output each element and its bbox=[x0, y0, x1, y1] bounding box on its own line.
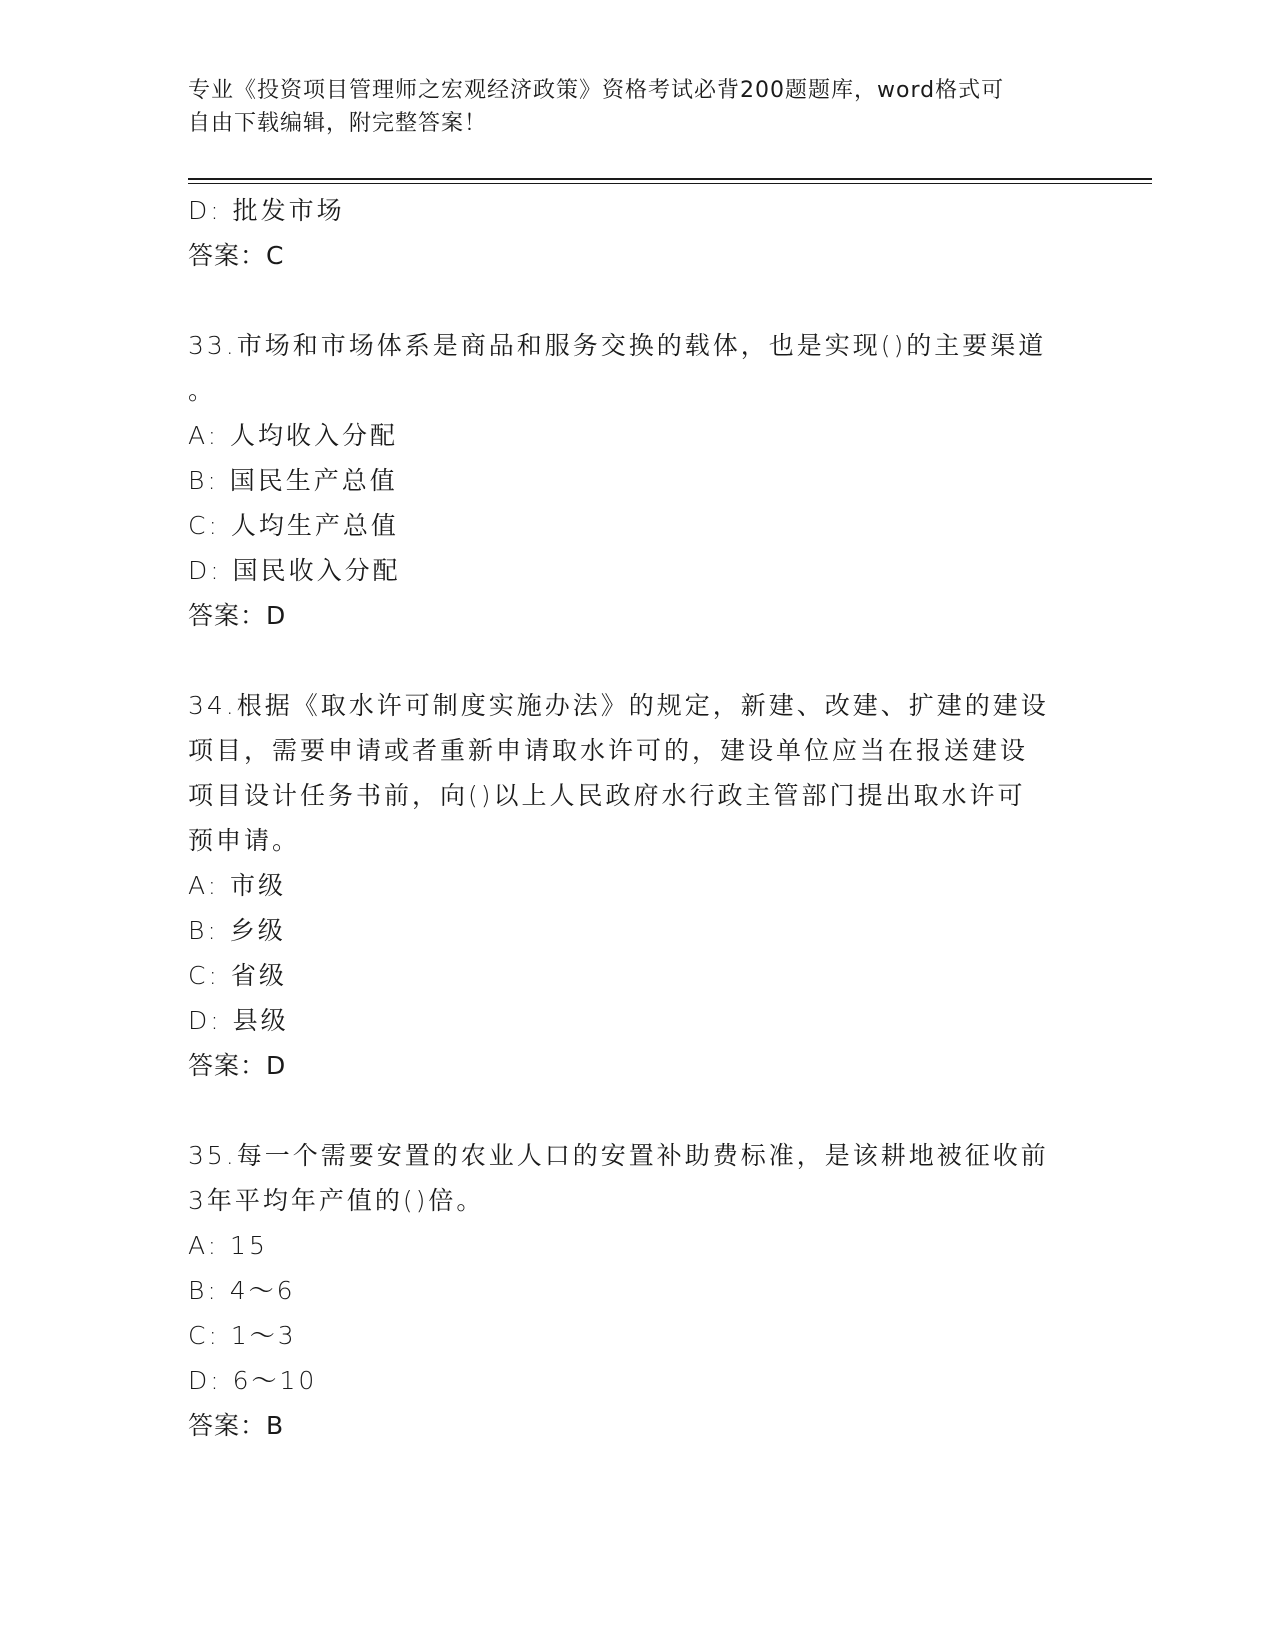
page-header bbox=[188, 74, 1068, 140]
spacer bbox=[188, 1088, 1088, 1133]
question-33-text-line-2: 。 bbox=[188, 376, 217, 405]
question-34-option-a: A: 市级 bbox=[188, 871, 287, 900]
question-34-option-d: D: 县级 bbox=[188, 1006, 289, 1035]
spacer bbox=[188, 278, 1088, 323]
question-33-text-line-1: 33.市场和市场体系是商品和服务交换的载体，也是实现()的主要渠道 bbox=[188, 331, 1047, 360]
question-34-text-line-4: 预申请。 bbox=[188, 826, 301, 855]
question-34-option-b: B: 乡级 bbox=[188, 916, 286, 945]
prev-answer: 答案：C bbox=[188, 241, 285, 270]
question-34-answer: 答案：D bbox=[188, 1051, 287, 1080]
question-34-text-line-3: 项目设计任务书前，向()以上人民政府水行政主管部门提出取水许可 bbox=[188, 781, 1026, 810]
question-35-answer: 答案：B bbox=[188, 1411, 285, 1440]
question-35-option-c: C: 1～3 bbox=[188, 1321, 297, 1350]
question-35-text-line-2: 3年平均年产值的()倍。 bbox=[188, 1186, 485, 1215]
header-line-1: 专业《投资项目管理师之宏观经济政策》资格考试必背200题题库，word格式可 bbox=[188, 78, 1005, 103]
question-33-option-a: A: 人均收入分配 bbox=[188, 421, 399, 450]
header-rule-thin bbox=[188, 183, 1152, 184]
question-list bbox=[188, 188, 1088, 1448]
question-34 bbox=[188, 683, 1088, 1088]
question-34-option-c: C: 省级 bbox=[188, 961, 287, 990]
question-33-option-d: D: 国民收入分配 bbox=[188, 556, 401, 585]
question-34-text-line-1: 34.根据《取水许可制度实施办法》的规定，新建、改建、扩建的建设 bbox=[188, 691, 1049, 720]
question-33-option-c: C: 人均生产总值 bbox=[188, 511, 399, 540]
question-33 bbox=[188, 323, 1088, 638]
question-33-option-b: B: 国民生产总值 bbox=[188, 466, 398, 495]
question-35-option-d: D: 6～10 bbox=[188, 1366, 318, 1395]
prev-option-d: D: 批发市场 bbox=[188, 196, 345, 225]
question-35-option-b: B: 4～6 bbox=[188, 1276, 296, 1305]
header-line-2: 自由下载编辑，附完整答案！ bbox=[188, 111, 488, 136]
question-34-text-line-2: 项目，需要申请或者重新申请取水许可的，建设单位应当在报送建设 bbox=[188, 736, 1029, 765]
question-35-option-a: A: 15 bbox=[188, 1231, 268, 1260]
header-rule-thick bbox=[188, 178, 1152, 180]
question-35 bbox=[188, 1133, 1088, 1448]
spacer bbox=[188, 638, 1088, 683]
question-35-text-line-1: 35.每一个需要安置的农业人口的安置补助费标准，是该耕地被征收前 bbox=[188, 1141, 1049, 1170]
question-33-answer: 答案：D bbox=[188, 601, 287, 630]
